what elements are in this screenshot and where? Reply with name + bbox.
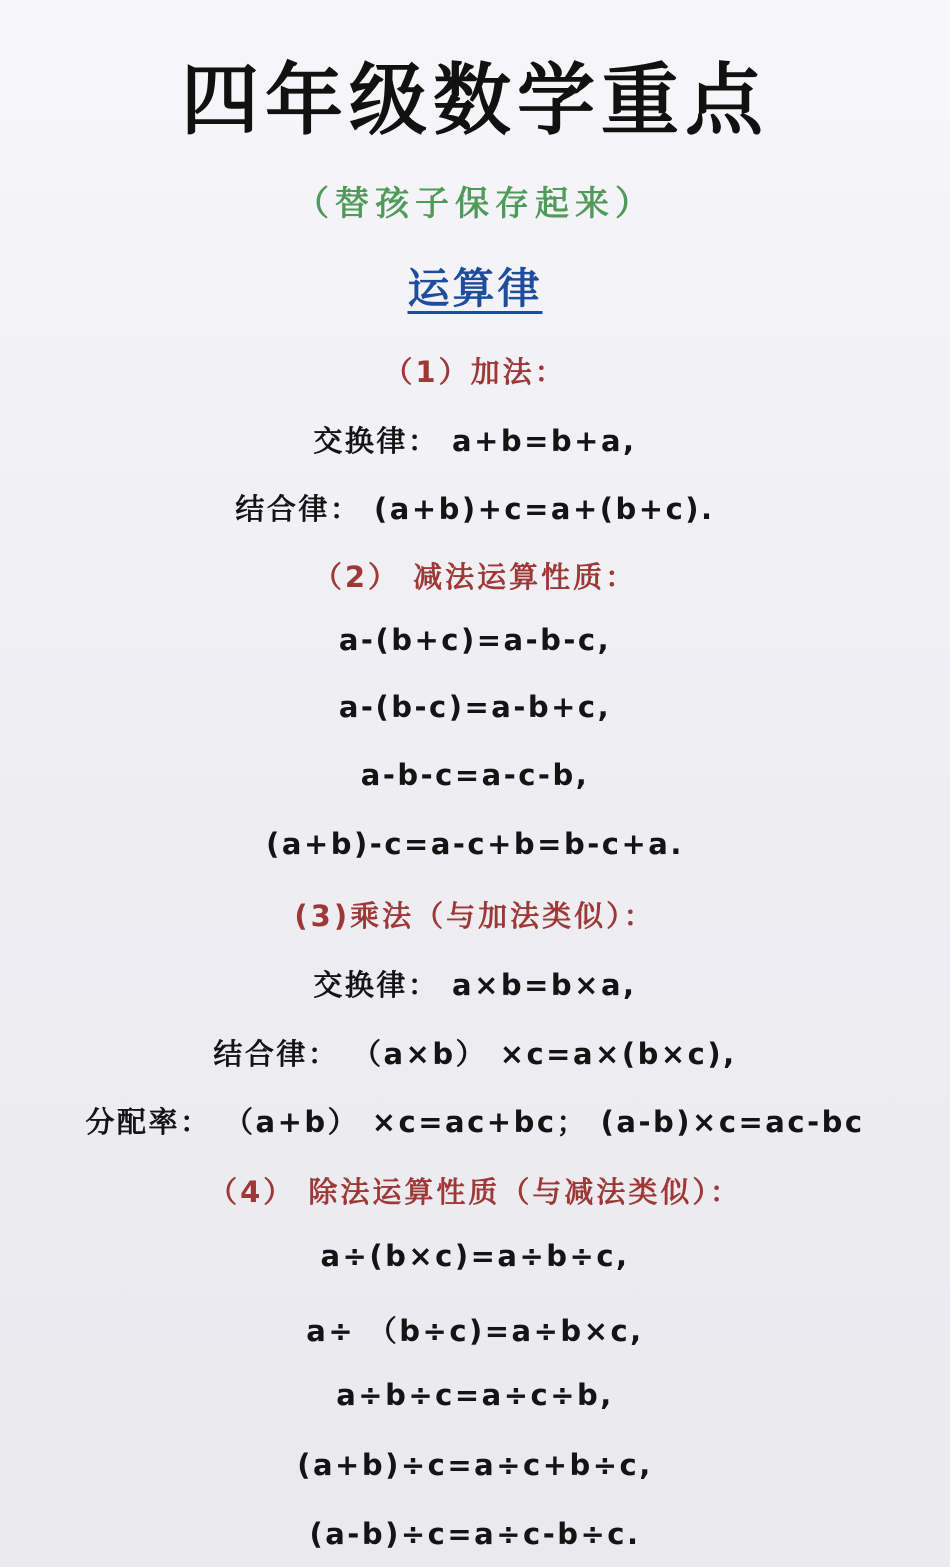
multiplication-associative-law: 结合律： （a×b） ×c=a×(b×c), [213,1037,737,1071]
multiplication-heading: (3)乘法（与加法类似）： [294,899,656,933]
division-formula: (a+b)÷c=a÷c+b÷c, [297,1448,653,1482]
subtraction-heading: （2） 减法运算性质： [312,560,638,594]
page-subtitle: （替孩子保存起来） [295,184,655,224]
division-formula: (a-b)÷c=a÷c-b÷c. [309,1517,641,1551]
subtraction-formula: a-(b-c)=a-b+c, [338,690,612,724]
addition-associative-law: 结合律： (a+b)+c=a+(b+c). [235,492,715,526]
section-title-text: 运算律 [407,264,543,313]
division-formula: a÷(b×c)=a÷b÷c, [320,1239,630,1273]
multiplication-distributive-law: 分配率： （a+b） ×c=ac+bc； (a-b)×c=ac-bc [85,1105,865,1139]
division-formula: a÷ （b÷c)=a÷b×c, [306,1314,644,1348]
division-heading: （4） 除法运算性质（与减法类似）： [208,1175,742,1209]
section-title [0,256,950,316]
subtraction-formula: a-b-c=a-c-b, [360,758,590,792]
subtraction-formula: (a+b)-c=a-c+b=b-c+a. [266,827,684,861]
addition-heading: （1）加法： [383,355,567,389]
multiplication-commutative-law: 交换律： a×b=b×a, [313,968,637,1002]
subtraction-formula: a-(b+c)=a-b-c, [338,623,612,657]
page-title: 四年级数学重点 [180,55,769,146]
addition-commutative-law: 交换律： a+b=b+a, [313,424,637,458]
division-formula: a÷b÷c=a÷c÷b, [336,1378,614,1412]
